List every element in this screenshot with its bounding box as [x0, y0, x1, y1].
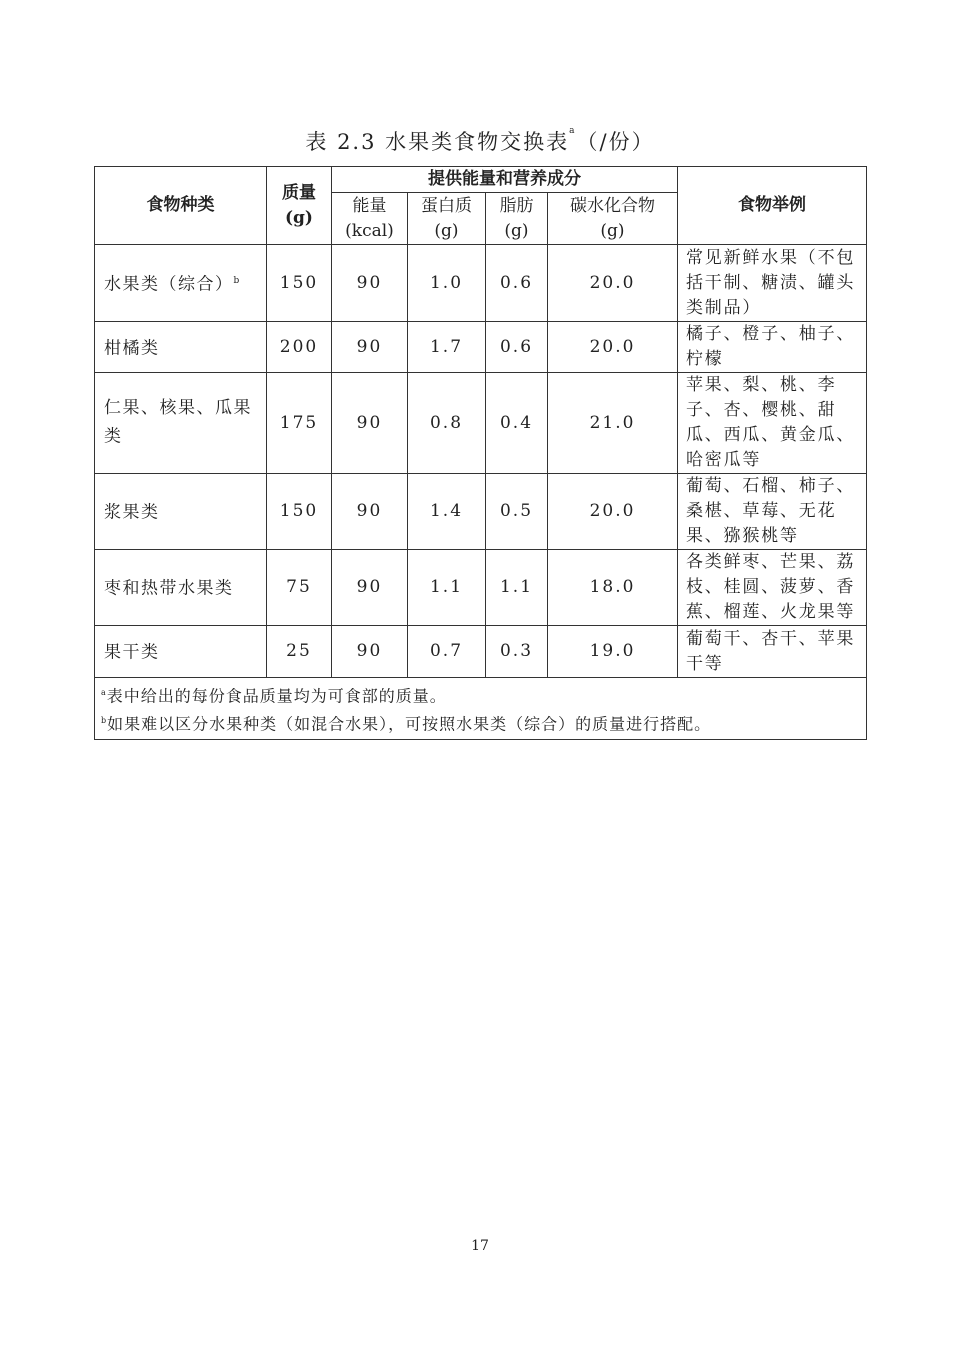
fat-value: 0.5 — [486, 474, 548, 550]
energy-value: 90 — [332, 373, 408, 474]
protein-value: 1.0 — [408, 245, 486, 322]
mass-value: 200 — [267, 322, 332, 373]
mass-value: 75 — [267, 550, 332, 626]
food-examples: 各类鲜枣、芒果、荔枝、桂圆、菠萝、香蕉、榴莲、火龙果等 — [678, 550, 867, 626]
header-row — [95, 167, 867, 193]
title-footnote-mark: a — [569, 126, 577, 136]
table-title — [0, 126, 960, 156]
table-row — [95, 474, 867, 550]
protein-value: 1.1 — [408, 550, 486, 626]
header-protein: 蛋白质 (g) — [408, 193, 486, 245]
energy-value: 90 — [332, 322, 408, 373]
protein-value: 0.8 — [408, 373, 486, 474]
table-row — [95, 626, 867, 678]
carb-value: 20.0 — [548, 474, 678, 550]
mass-value: 175 — [267, 373, 332, 474]
table-row — [95, 245, 867, 322]
fat-value: 0.6 — [486, 322, 548, 373]
carb-value: 18.0 — [548, 550, 678, 626]
protein-value: 1.7 — [408, 322, 486, 373]
protein-value: 1.4 — [408, 474, 486, 550]
table-row — [95, 373, 867, 474]
mass-value: 150 — [267, 245, 332, 322]
fat-value: 0.3 — [486, 626, 548, 678]
header-examples: 食物举例 — [678, 167, 867, 245]
carb-value: 20.0 — [548, 245, 678, 322]
carb-value: 20.0 — [548, 322, 678, 373]
food-examples: 葡萄、石榴、柿子、桑椹、草莓、无花果、猕猴桃等 — [678, 474, 867, 550]
table-row — [95, 322, 867, 373]
food-category: 果干类 — [95, 626, 267, 678]
header-nutrients-group: 提供能量和营养成分 — [332, 167, 678, 193]
title-text: 表 2.3 水果类食物交换表 — [305, 130, 570, 154]
mass-value: 25 — [267, 626, 332, 678]
header-category: 食物种类 — [95, 167, 267, 245]
food-category: 柑橘类 — [95, 322, 267, 373]
mass-value: 150 — [267, 474, 332, 550]
header-energy: 能量 (kcal) — [332, 193, 408, 245]
header-carb: 碳水化合物 (g) — [548, 193, 678, 245]
food-examples: 葡萄干、杏干、苹果干等 — [678, 626, 867, 678]
food-category: 枣和热带水果类 — [95, 550, 267, 626]
footnote-a: $^a$表中给出的每份食品质量均为可食部的质量。 — [101, 686, 447, 706]
energy-value: 90 — [332, 245, 408, 322]
food-category: 浆果类 — [95, 474, 267, 550]
header-mass: 质量 (g) — [267, 167, 332, 245]
footnote-b: $^b$如果难以区分水果种类（如混合水果），可按照水果类（综合）的质量进行搭配。 — [101, 714, 712, 734]
food-examples: 橘子、橙子、柚子、柠檬 — [678, 322, 867, 373]
food-category: 仁果、核果、瓜果类 — [95, 373, 267, 474]
food-category: 水果类（综合）$^b$ — [95, 245, 267, 322]
footnote-row — [95, 678, 867, 740]
title-suffix: （/份） — [576, 130, 655, 154]
fat-value: 0.6 — [486, 245, 548, 322]
protein-value: 0.7 — [408, 626, 486, 678]
energy-value: 90 — [332, 474, 408, 550]
footnotes — [95, 678, 867, 740]
page-number: 17 — [471, 1238, 489, 1254]
energy-value: 90 — [332, 550, 408, 626]
fruit-exchange-table — [94, 166, 867, 740]
energy-value: 90 — [332, 626, 408, 678]
header-fat: 脂肪 (g) — [486, 193, 548, 245]
food-examples: 苹果、梨、桃、李子、杏、樱桃、甜瓜、西瓜、黄金瓜、哈密瓜等 — [678, 373, 867, 474]
table-row — [95, 550, 867, 626]
fat-value: 0.4 — [486, 373, 548, 474]
carb-value: 19.0 — [548, 626, 678, 678]
carb-value: 21.0 — [548, 373, 678, 474]
food-examples: 常见新鲜水果（不包括干制、糖渍、罐头类制品） — [678, 245, 867, 322]
fat-value: 1.1 — [486, 550, 548, 626]
